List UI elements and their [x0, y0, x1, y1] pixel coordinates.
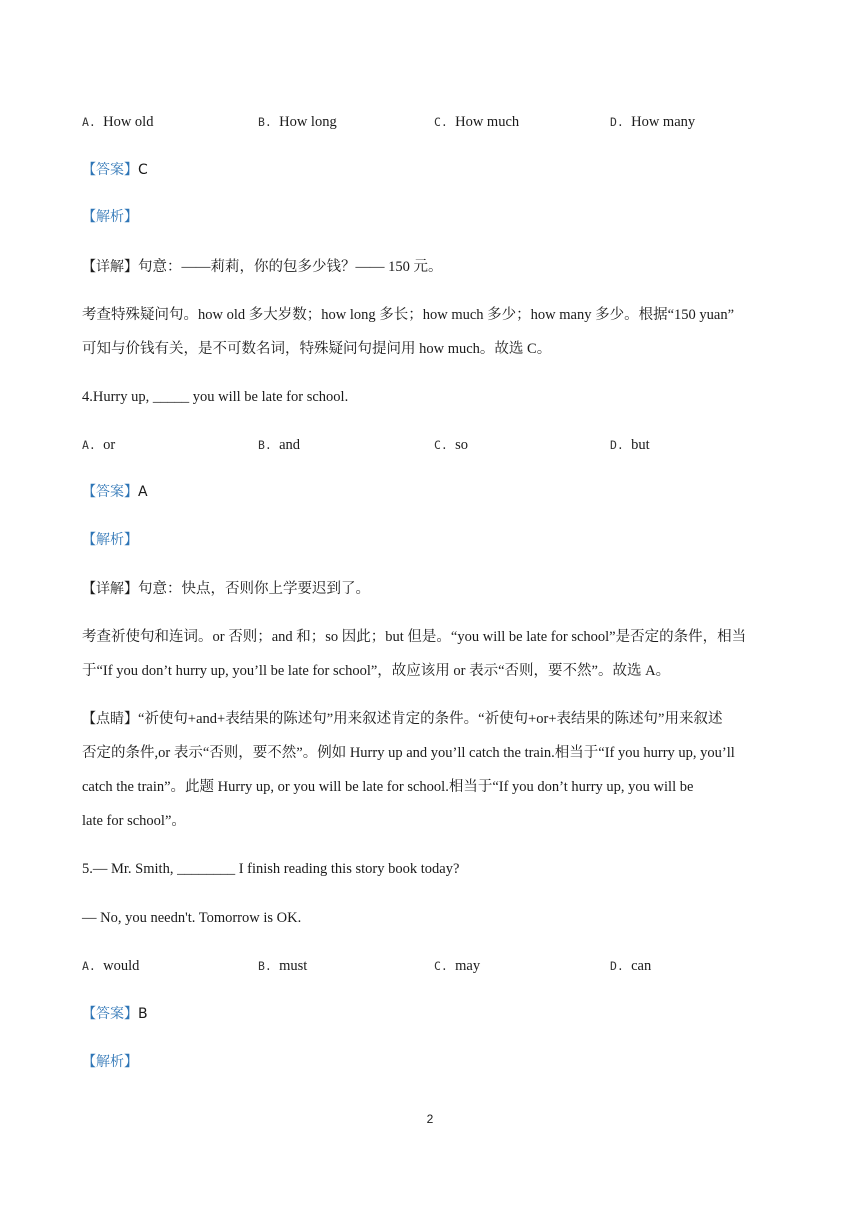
q5-analysis-heading: 【解析】 [82, 1054, 138, 1070]
q4-explain-line-2: 于“If you don’t hurry up, you’ll be late for school”，故应该用 or 表示“否则，要不然”。故选 A。 [82, 663, 671, 679]
q3-options [82, 112, 782, 132]
q4-options [82, 435, 782, 455]
q5-reply: — No, you needn't. Tomorrow is OK. [82, 910, 302, 926]
q3-detail: 【详解】句意：——莉莉，你的包多少钱？—— 150 元。 [82, 259, 443, 275]
q3-explain-line-2: 可知与价钱有关，是不可数名词，特殊疑问句提问用 how much。故选 C。 [82, 341, 552, 357]
q5-options [82, 956, 782, 976]
q3-answer: 【答案】C [82, 162, 148, 178]
q4-note-line-2: 否定的条件,or 表示“否则，要不然”。例如 Hurry up and you’ll catch the train.相当于“If you hurry up, you’ll [82, 745, 735, 761]
q4-note-line-4: late for school”。 [82, 813, 186, 829]
q3-option-c: C. How much [434, 114, 520, 130]
q4-option-b: B. and [258, 437, 301, 453]
q4-note-line-1: 【点睛】“祈使句+and+表结果的陈述句”用来叙述肯定的条件。“祈使句+or+表结果的陈述句”用来叙述 [82, 711, 723, 727]
q5-option-b: B. must [258, 958, 308, 974]
q4-option-a: A. or [82, 437, 116, 453]
q4-option-c: C. so [434, 437, 469, 453]
q4-explain-line-1: 考查祈使句和连词。or 否则；and 和；so 因此；but 但是。“you will be late for school”是否定的条件，相当 [82, 629, 747, 645]
q3-option-d: D. How many [610, 114, 696, 130]
q4-question: 4.Hurry up, _____ you will be late for school. [82, 389, 349, 405]
q3-option-b: B. How long [258, 114, 337, 130]
q4-detail: 【详解】句意：快点，否则你上学要迟到了。 [82, 581, 370, 597]
q5-option-d: D. can [610, 958, 652, 974]
q3-explain-line-1: 考查特殊疑问句。how old 多大岁数；how long 多长；how much 多少；how many 多少。根据“150 yuan” [82, 307, 735, 323]
q5-option-c: C. may [434, 958, 481, 974]
q5-answer: 【答案】B [82, 1006, 148, 1022]
q5-option-a: A. would [82, 958, 140, 974]
q4-option-d: D. but [610, 437, 650, 453]
q4-answer: 【答案】A [82, 484, 148, 500]
page-number: 2 [426, 1112, 434, 1126]
q4-note-line-3: catch the train”。此题 Hurry up, or you will be late for school.相当于“If you don’t hurry up, you will be [82, 779, 694, 795]
q3-analysis-heading: 【解析】 [82, 209, 138, 225]
q4-analysis-heading: 【解析】 [82, 532, 138, 548]
q3-option-a: A. How old [82, 114, 154, 130]
q5-question: 5.— Mr. Smith, ________ I finish reading this story book today? [82, 861, 460, 877]
